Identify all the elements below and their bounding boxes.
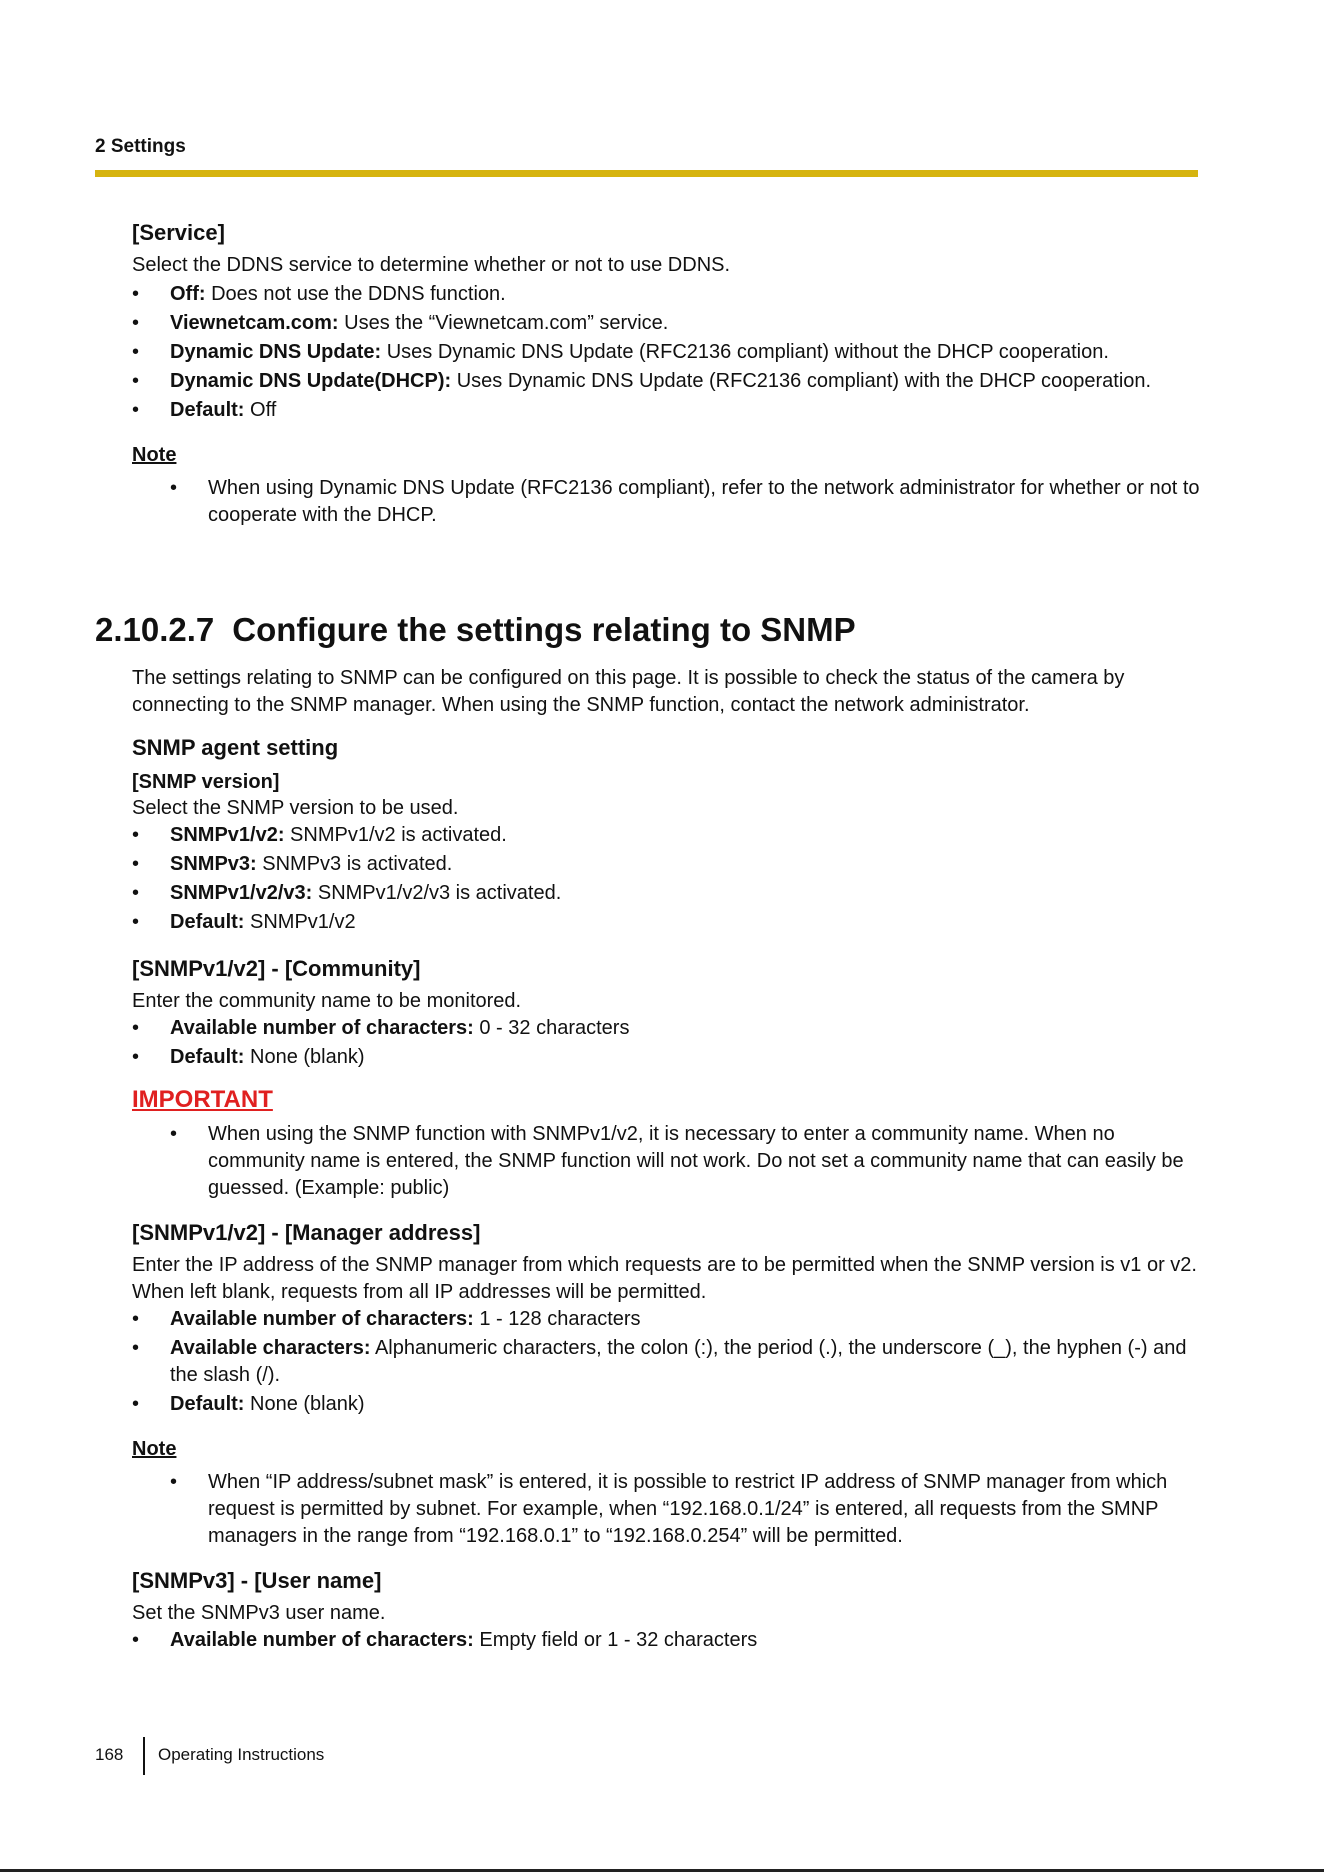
username-options [132, 1627, 1202, 1654]
footer-divider [143, 1737, 145, 1775]
list-item: • Default: None (blank) [132, 1391, 1202, 1418]
list-item: • Available number of characters: 1 - 128 characters [132, 1306, 1202, 1333]
section-number: 2.10.2.7 [95, 611, 215, 648]
running-header: 2 Settings [95, 136, 186, 157]
list-item: • Available number of characters: 0 - 32 characters [132, 1015, 1202, 1042]
list-item: • Dynamic DNS Update: Uses Dynamic DNS Update (RFC2136 compliant) without the DHCP cooperation. [132, 339, 1202, 366]
service-options [132, 281, 1202, 424]
section-intro: The settings relating to SNMP can be configured on this page. It is possible to check the status of the camera by connecting to the SNMP manager. When using the SNMP function, contact the network administrator. [132, 667, 1125, 716]
snmp-block [132, 665, 1202, 1656]
list-item: • Default: SNMPv1/v2 [132, 909, 1202, 936]
community-options [132, 1015, 1202, 1071]
section-title [95, 610, 856, 650]
section-title-text: Configure the settings relating to SNMP [232, 611, 856, 648]
footer-title: Operating Instructions [158, 1745, 325, 1764]
version-options [132, 822, 1202, 936]
list-item: • Viewnetcam.com: Uses the “Viewnetcam.com” service. [132, 310, 1202, 337]
important-note [132, 1121, 1202, 1202]
page-number: 168 [95, 1745, 124, 1764]
service-intro: Select the DDNS service to determine whether or not to use DDNS. [132, 254, 731, 276]
list-item: • Default: Off [132, 397, 1202, 424]
note-item: • When “IP address/subnet mask” is entered, it is possible to restrict IP address of SNMP manager from which request is permitted by subnet. For example, when “192.168.0.1/24” is entered, all requests from the SMNP managers in the range from “192.168.0.1” to “192.168.0.254” will be permitted. [132, 1469, 1202, 1550]
version-heading: [SNMP version] [132, 771, 280, 793]
manager-options [132, 1306, 1202, 1418]
version-intro: Select the SNMP version to be used. [132, 797, 459, 819]
service-note [132, 475, 1202, 529]
list-item: • SNMPv3: SNMPv3 is activated. [132, 851, 1202, 878]
note-label: Note [132, 444, 177, 466]
note-label: Note [132, 1438, 177, 1460]
list-item: • Available characters: Alphanumeric characters, the colon (:), the period (.), the underscore (_), the hyphen (-) and the slash (/). [132, 1335, 1202, 1389]
list-item: • Available number of characters: Empty field or 1 - 32 characters [132, 1627, 1202, 1654]
note-item: • When using Dynamic DNS Update (RFC2136 compliant), refer to the network administrator for whether or not to cooperate with the DHCP. [132, 475, 1202, 529]
community-intro: Enter the community name to be monitored. [132, 990, 522, 1012]
service-heading: [Service] [132, 220, 225, 245]
username-heading: [SNMPv3] - [User name] [132, 1568, 382, 1593]
manager-intro: Enter the IP address of the SNMP manager from which requests are to be permitted when the SNMP version is v1 or v2. When left blank, requests from all IP addresses will be permitted. [132, 1254, 1197, 1303]
community-heading: [SNMPv1/v2] - [Community] [132, 956, 421, 981]
important-label: IMPORTANT [132, 1086, 273, 1113]
note-item: • When using the SNMP function with SNMPv1/v2, it is necessary to enter a community name. When no community name is entered, the SNMP function will not work. Do not set a community name that can easily be guessed. (Example: public) [132, 1121, 1202, 1202]
list-item: • SNMPv1/v2/v3: SNMPv1/v2/v3 is activated. [132, 880, 1202, 907]
manager-heading: [SNMPv1/v2] - [Manager address] [132, 1220, 481, 1245]
list-item: • Dynamic DNS Update(DHCP): Uses Dynamic DNS Update (RFC2136 compliant) with the DHCP cooperation. [132, 368, 1202, 395]
service-block [132, 218, 1202, 529]
list-item: • Off: Does not use the DDNS function. [132, 281, 1202, 308]
username-intro: Set the SNMPv3 user name. [132, 1602, 386, 1624]
list-item: • Default: None (blank) [132, 1044, 1202, 1071]
list-item: • SNMPv1/v2: SNMPv1/v2 is activated. [132, 822, 1202, 849]
header-rule [95, 170, 1198, 177]
agent-heading: SNMP agent setting [132, 735, 339, 760]
manager-note [132, 1469, 1202, 1550]
